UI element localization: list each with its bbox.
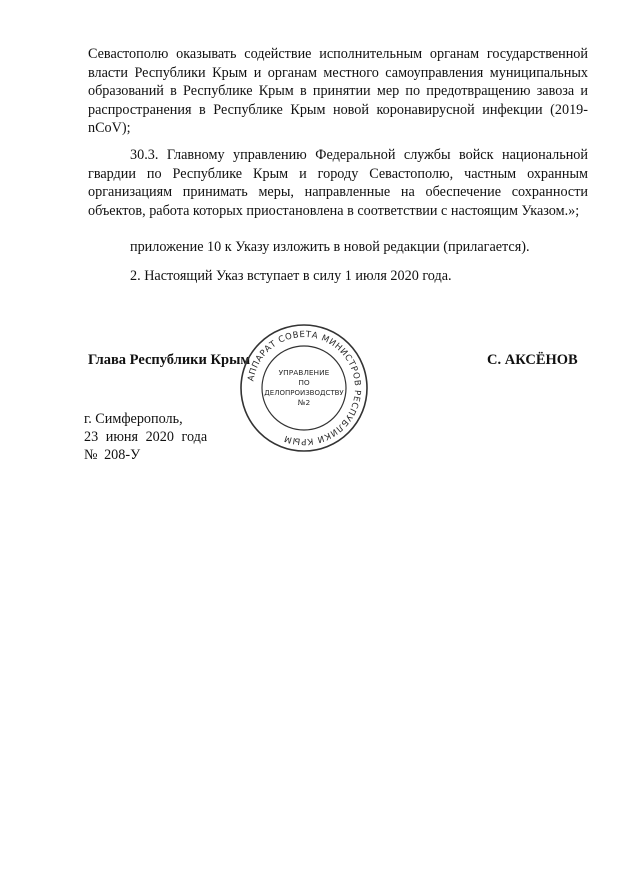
place-city: г. Симферополь, — [84, 411, 183, 427]
document-number: № 208-У — [84, 447, 141, 463]
stamp-line-3: ДЕЛОПРОИЗВОДСТВУ — [264, 389, 344, 397]
stamp-ring-text: АППАРАТ СОВЕТА МИНИСТРОВ РЕСПУБЛИКИ КРЫМ — [246, 329, 363, 447]
stamp-line-2: ПО — [298, 378, 310, 387]
official-stamp — [238, 322, 370, 454]
paragraph-4: 2. Настоящий Указ вступает в силу 1 июля 2020 года. — [130, 268, 452, 284]
signatory-position: Глава Республики Крым — [88, 352, 251, 368]
paragraph-1: Севастополю оказывать содействие исполнительным органам государственной власти Республики Крым и органам местного самоуправления муниципальных образований в Республике Крым в принятии мер по предотвращению завоза и распространения в Республике Крым новой коронавирусной инфекции (2019-nCoV); — [88, 46, 588, 136]
stamp-seal-graphic — [238, 322, 370, 454]
paragraph-2: 30.3. Главному управлению Федеральной службы войск национальной гвардии по Республике Крым и городу Севастополю, частным охранным организациям принимать меры, направленные на обеспечение сохранности объектов, работа которых приостановлена в соответствии с настоящим Указом.»; — [88, 147, 588, 219]
paragraph-3: приложение 10 к Указу изложить в новой редакции (прилагается). — [130, 239, 530, 255]
signatory-name: С. АКСЁНОВ — [487, 352, 578, 368]
stamp-line-4: №2 — [297, 398, 311, 407]
document-date: 23 июня 2020 года — [84, 429, 208, 445]
stamp-line-1: УПРАВЛЕНИЕ — [278, 368, 330, 377]
